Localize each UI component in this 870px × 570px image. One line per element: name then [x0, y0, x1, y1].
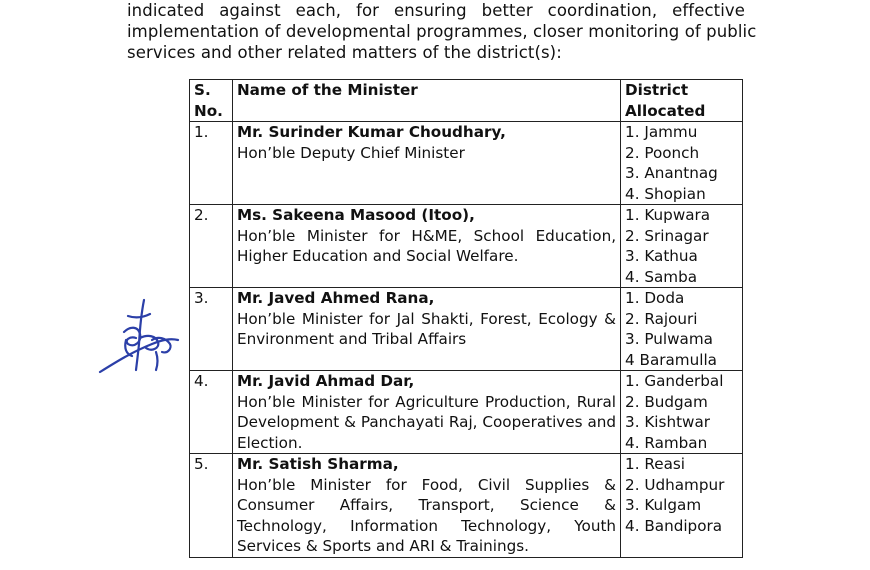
minister-designation: Hon’ble Minister for Agriculture Production, Rural Development & Panchayati Raj, Cooperatives and Election.: [236, 392, 617, 452]
district-item: 4. Shopian: [625, 184, 706, 203]
district-item: 3. Kathua: [625, 247, 698, 265]
minister-name: Mr. Javid Ahmad Dar,: [236, 372, 415, 390]
minister-name: Mr. Surinder Kumar Choudhary,: [236, 123, 506, 141]
district-item: 2. Udhampur: [625, 475, 725, 494]
table-row: [190, 288, 743, 371]
district-item: 3. Kulgam: [625, 496, 702, 514]
row-minister: [232, 371, 620, 454]
district-item: 1. Doda: [625, 289, 685, 307]
district-item: 4 Baramulla: [625, 350, 717, 369]
row-sno: 3.: [190, 288, 233, 371]
intro-line: indicated against each, for ensuring better coordination, effective: [127, 1, 745, 20]
row-minister: [232, 454, 620, 558]
table-row: [190, 205, 743, 288]
district-item: 1. Jammu: [625, 123, 698, 141]
district-item: 2. Poonch: [625, 143, 700, 162]
district-item: 4. Bandipora: [625, 516, 723, 535]
district-item: 1. Reasi: [625, 455, 686, 473]
table-row: [190, 371, 743, 454]
row-districts: [621, 205, 743, 288]
row-minister: [232, 288, 620, 371]
district-item: 3. Kishtwar: [625, 413, 710, 431]
header-district-line: Allocated: [625, 101, 706, 120]
table-row: [190, 122, 743, 205]
district-item: 1. Kupwara: [625, 206, 711, 224]
signature-image: [96, 296, 186, 378]
minister-name: Mr. Javed Ahmed Rana,: [236, 289, 435, 307]
header-district: [621, 80, 743, 122]
minister-name: Ms. Sakeena Masood (Itoo),: [236, 206, 475, 224]
row-minister: [232, 205, 620, 288]
row-sno: 2.: [190, 205, 233, 288]
row-districts: [621, 371, 743, 454]
minister-designation: Hon’ble Minister for Food, Civil Supplies & Consumer Affairs, Transport, Science & Technology, Information Technology, Youth Services & Sports and ARI & Trainings.: [236, 475, 617, 555]
row-minister: [232, 122, 620, 205]
table-header-row: [190, 80, 743, 122]
district-item: 2. Srinagar: [625, 226, 709, 245]
district-item: 2. Rajouri: [625, 309, 698, 328]
intro-line: implementation of developmental programmes, closer monitoring of public: [127, 22, 757, 41]
minister-designation: Hon’ble Deputy Chief Minister: [236, 143, 465, 162]
district-item: 3. Pulwama: [625, 330, 713, 348]
district-item: 1. Ganderbal: [625, 372, 724, 390]
header-sno-line: No.: [194, 101, 223, 120]
header-name: Name of the Minister: [232, 80, 620, 122]
row-sno: 1.: [190, 122, 233, 205]
minister-name: Mr. Satish Sharma,: [236, 455, 399, 473]
intro-paragraph: [127, 0, 757, 63]
ministers-table: [189, 79, 743, 558]
header-sno: [190, 80, 233, 122]
district-item: 3. Anantnag: [625, 164, 718, 182]
row-districts: [621, 288, 743, 371]
minister-designation: Hon’ble Minister for H&ME, School Education, Higher Education and Social Welfare.: [236, 226, 617, 265]
minister-designation: Hon’ble Minister for Jal Shakti, Forest, Ecology & Environment and Tribal Affairs: [236, 309, 617, 348]
row-districts: [621, 454, 743, 558]
table-row: [190, 454, 743, 558]
header-sno-line: S.: [194, 81, 211, 99]
row-districts: [621, 122, 743, 205]
district-item: 4. Ramban: [625, 433, 708, 452]
row-sno: 5.: [190, 454, 233, 558]
intro-line: services and other related matters of the district(s):: [127, 43, 562, 62]
district-item: 4. Samba: [625, 267, 698, 286]
header-district-line: District: [625, 81, 689, 99]
row-sno: 4.: [190, 371, 233, 454]
district-item: 2. Budgam: [625, 392, 708, 411]
